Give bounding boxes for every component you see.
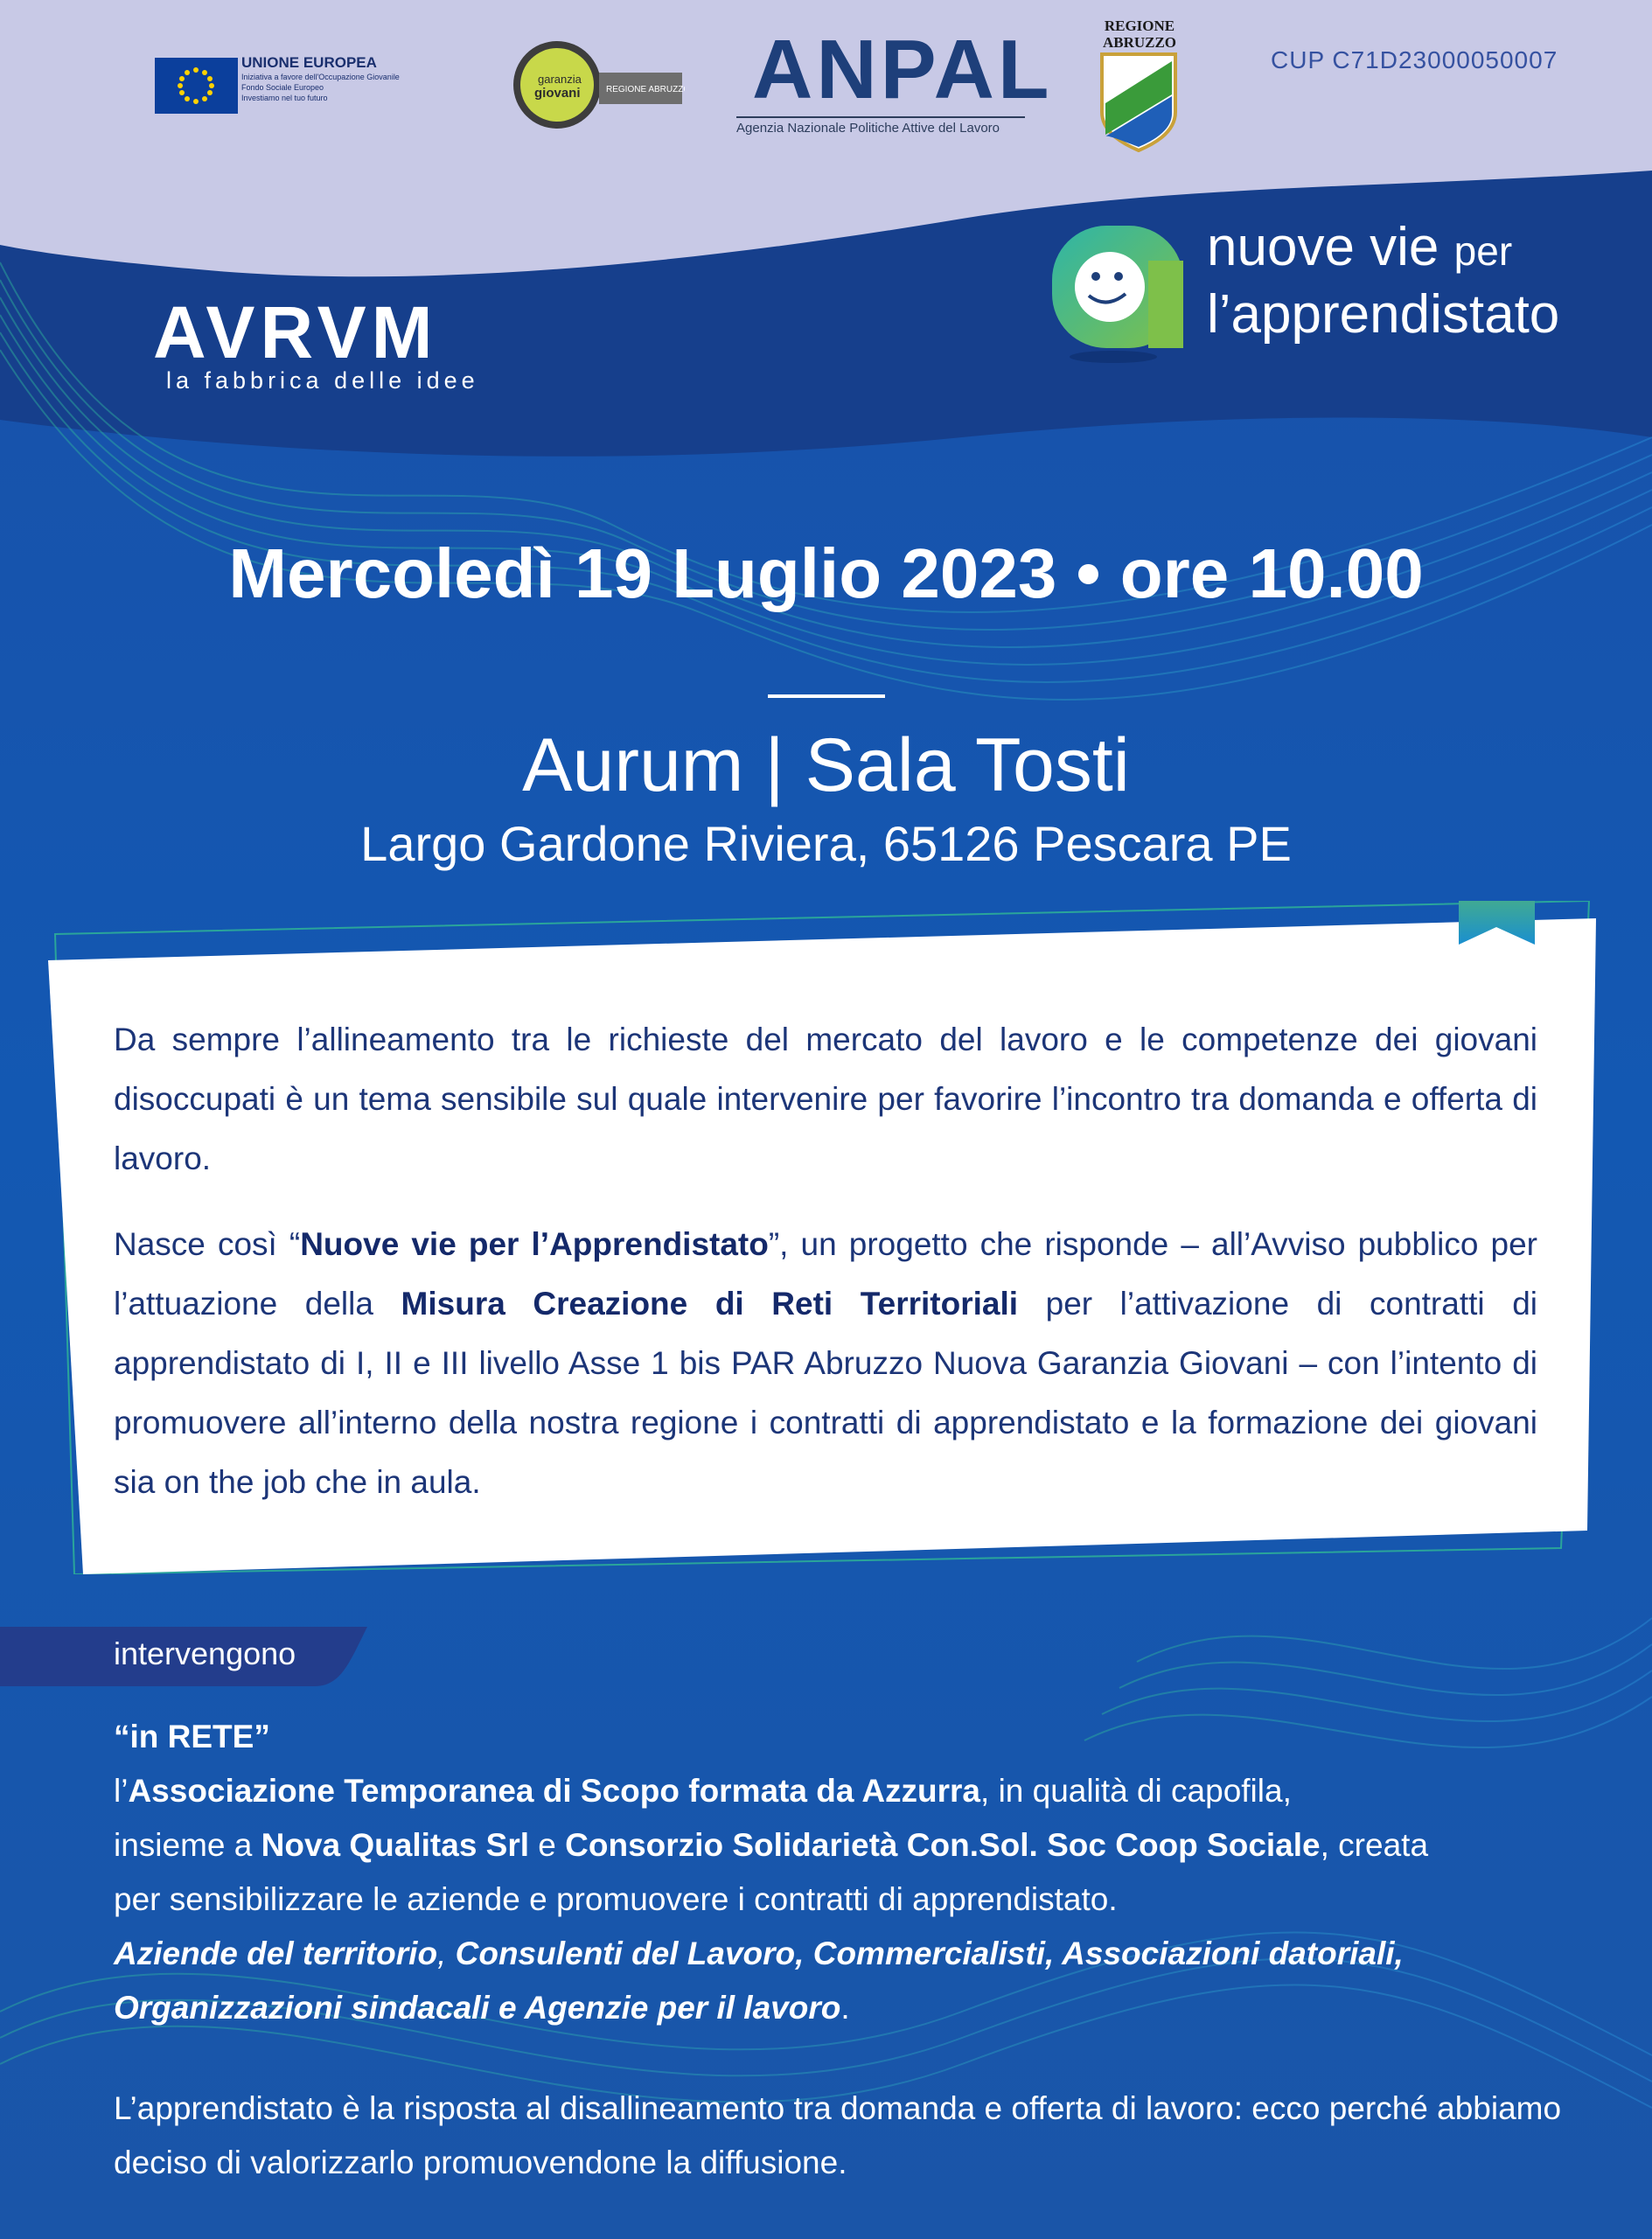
text-span: l’ [114,1773,129,1809]
speakers-line [114,1818,1583,1873]
project-title-main: nuove vie [1207,217,1439,277]
anpal-subtitle: Agenzia Nazionale Politiche Attive del Lavoro [736,116,1025,136]
description-paragraph-1: Da sempre l’allineamento tra le richieste del mercato del lavoro e le competenze dei giovani disoccupati è un tema sensibile sul quale intervenire per favorire l’incontro tra domanda e offerta di lavoro. [114,1022,1537,1176]
text-span: , in qualità di capofila, [980,1773,1292,1809]
project-title-line2: l’apprendistato [1207,284,1560,345]
description-text [114,1010,1537,1538]
project-title-per: per [1453,228,1513,274]
event-date: Mercoledì 19 Luglio 2023 • ore 10.00 [228,534,1424,612]
speakers-line [114,1764,1583,1818]
description-paragraph-2 [114,1215,1537,1512]
nova-qualitas-name: Nova Qualitas Srl [261,1827,530,1863]
gg-word2: giovani [534,86,581,101]
closing-text: L’apprendistato è la risposta al disallineamento tra domanda e offerta di lavoro: ecco perché abbiamo deciso di valorizzarlo promuovendone la diffusione. [114,2090,1562,2180]
speakers-block [114,1710,1583,2035]
text-span: insieme a [114,1827,261,1863]
aurum-logo: AVRVM [153,291,438,373]
eu-line: Iniziativa a favore dell'Occupazione Giovanile [241,73,400,81]
aziende-text: Aziende del territorio [114,1936,438,1971]
speakers-line [114,1981,1583,2035]
aurum-tagline: la fabbrica delle idee [166,367,479,394]
speakers-heading-text: “in RETE” [114,1719,270,1754]
eu-line: Fondo Sociale Europeo [241,83,324,92]
text-span: . [840,1990,850,2026]
gg-word1: garanzia [538,73,582,86]
gg-region: REGIONE ABRUZZO [606,85,685,94]
eu-flag-icon [155,58,238,114]
event-venue: Aurum | Sala Tosti [522,723,1130,807]
anpal-logo: ANPAL [752,23,1053,116]
measure-name: Misura Creazione di Reti Territoriali [401,1286,1019,1322]
text-span: , creata [1320,1827,1429,1863]
separator [768,694,885,698]
ats-name: Associazione Temporanea di Scopo formata da Azzurra [128,1773,981,1809]
eu-line: Investiamo nel tuo futuro [241,94,328,102]
text-span: per l’attivazione di contratti di apprendistato di I, II e III livello Asse 1 bis PAR Abruzzo Nuova Garanzia Giovani – con l’intento di promuovere all’interno della nostra regione i contratti di apprendistato e la formazione dei giovani sia on the job che in aula. [114,1286,1537,1500]
speakers-heading [114,1710,1583,1764]
cup-code: CUP C71D23000050007 [1271,46,1558,73]
text-span: ”, un progetto che risponde – all’Avviso pubblico per l’attuazione della [114,1226,1537,1322]
project-title-line1 [1207,217,1512,282]
speakers-tab-label: intervengono [114,1636,296,1671]
eu-text [241,54,469,103]
abruzzo-shield-icon [1098,51,1179,152]
project-name: Nuove vie per l’Apprendistato [300,1226,769,1262]
regione-abruzzo-title [1100,17,1179,51]
nuove-vie-mascot-icon [1052,226,1188,366]
text-span: e [529,1827,566,1863]
eu-title: UNIONE EUROPEA [241,54,377,71]
text-span: Nasce così “ [114,1226,301,1262]
garanzia-giovani-logo [512,39,685,130]
speakers-line [114,1927,1583,1981]
consol-name: Consorzio Solidarietà Con.Sol. Soc Coop Sociale [565,1827,1321,1863]
consulenti-text: Consulenti del Lavoro, Commercialisti, Associazioni datoriali, [455,1936,1404,1971]
event-address: Largo Gardone Riviera, 65126 Pescara PE [360,816,1292,871]
text-span: , [437,1936,456,1971]
regione-line: REGIONE [1104,17,1175,34]
organizzazioni-text: Organizzazioni sindacali e Agenzie per il lavoro [114,1990,841,2026]
speakers-line: per sensibilizzare le aziende e promuovere i contratti di apprendistato. [114,1881,1118,1917]
abruzzo-line: ABRUZZO [1102,34,1177,51]
